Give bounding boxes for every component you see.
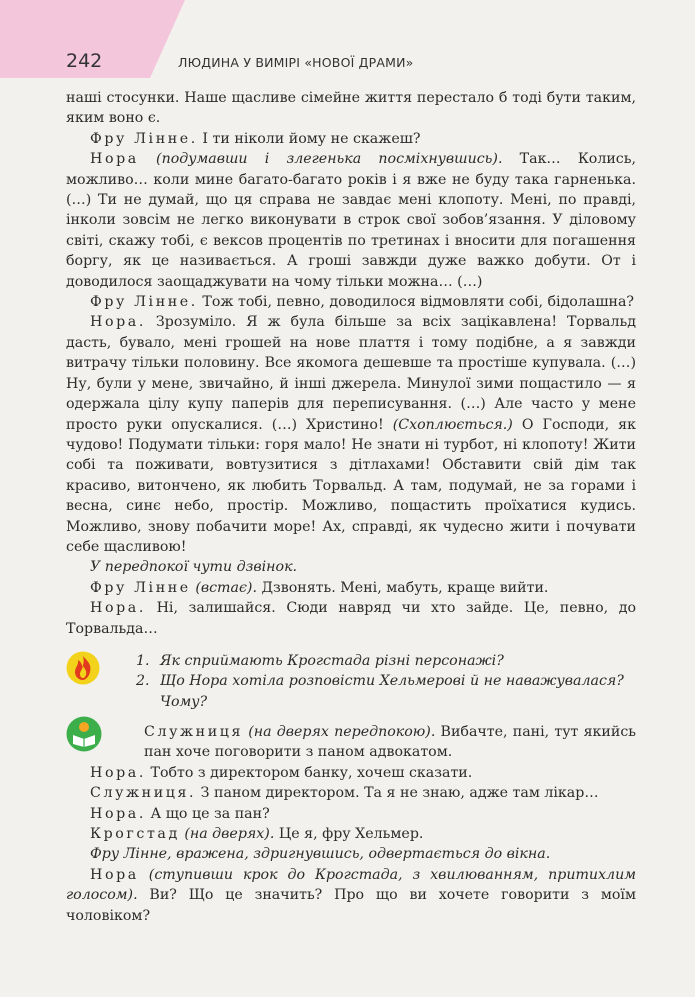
speaker-name: Фру Лінне xyxy=(90,579,191,596)
page-number: 242 xyxy=(66,50,103,72)
paragraph xyxy=(66,149,636,292)
paragraph-text: А що це за пан? xyxy=(145,805,270,822)
speaker-name: Крогстад xyxy=(90,826,180,843)
paragraph xyxy=(66,824,636,844)
stage-direction: (подумавши і злегенька посміхнувшись). xyxy=(138,151,503,168)
speaker-name: Нора. xyxy=(90,600,146,617)
stage-direction: (на дверях). xyxy=(179,826,275,843)
paragraph-text: наші стосунки. Наше щасливе сімейне життя перестало б тоді бути таким, яким воно є. xyxy=(66,90,636,127)
paragraph xyxy=(66,129,636,149)
running-title: ЛЮДИНА У ВИМІРІ «НОВОЇ ДРАМИ» xyxy=(178,55,414,70)
paragraph xyxy=(66,865,636,926)
paragraph xyxy=(66,844,636,864)
paragraph xyxy=(66,557,636,577)
paragraph xyxy=(66,88,636,129)
paragraph-text: Це я, фру Хельмер. xyxy=(274,826,424,843)
paragraph-text: З паном директором. Та я не знаю, адже там лікар… xyxy=(196,785,599,802)
paragraph xyxy=(66,804,636,824)
paragraph-text: Дзвонять. Мені, мабуть, краще вийти. xyxy=(256,579,549,596)
speaker-name: Нора xyxy=(90,151,139,168)
speaker-name: Фру Лінне. xyxy=(90,130,198,147)
questions-block xyxy=(66,651,636,712)
questions-list xyxy=(66,651,636,712)
stage-direction: У передпокої чути дзвінок. xyxy=(90,559,298,576)
paragraph-text: Ні, залишайся. Сюди навряд чи хто зайде. Це, певно, до Торвальда… xyxy=(66,600,636,637)
question-item xyxy=(66,651,636,671)
paragraph xyxy=(66,312,636,557)
speaker-name: Служниця xyxy=(144,724,244,740)
paragraph xyxy=(66,578,636,598)
paragraph xyxy=(66,722,636,763)
speaker-name: Нора xyxy=(90,866,139,883)
stage-direction: (ступивши крок до Крогстада, з хвилюванням, притихлим голосом). xyxy=(66,866,636,904)
paragraph xyxy=(66,598,636,639)
question-text: Як сприймають Крогстада різні персонажі? xyxy=(160,653,504,669)
speaker-name: Служниця. xyxy=(90,785,197,802)
question-item xyxy=(66,671,636,712)
stage-direction: (на дверях передпокою). xyxy=(243,724,436,740)
paragraph xyxy=(66,763,636,783)
paragraph-text: О Господи, як чудово! Подумати тільки: горя мало! Не знати ні турбот, ні клопоту! Жити собі та поживати, вовтузитися з дітлахами! Обставити свій дім так красиво, витончено, як любить Торвальд. А там, подумай, не за горами і весна, синє небо, простір. Можливо, пощастить проїхатися кудись. Можливо, знову побачити море! Ах, справді, як чудесно жити і почувати себе щасливою! xyxy=(66,416,637,555)
main-text-continued xyxy=(66,722,636,926)
speaker-name: Нора. xyxy=(90,764,146,781)
paragraph-text: Так… Колись, можливо… коли мине багато-багато років і я вже не буду така гарненька. (…) Ти не думай, що ця справа не завдає мені клопоту. Мені, по правді, інколи зовсім не легко виконувати в строк свої зобов’язання. У діловому світі, скажу тобі, є вексов процентів по третинах і вносити для погашення боргу, як це називається. А гроші завжди дуже важко добути. От і доводилося заощаджувати на чому тільки можна… (…) xyxy=(66,151,636,290)
paragraph xyxy=(66,292,636,312)
speaker-name: Фру Лінне. xyxy=(90,294,198,311)
question-number: 1. xyxy=(136,653,150,669)
question-number: 2. xyxy=(136,673,150,690)
paragraph xyxy=(66,783,636,803)
stage-direction: (Схоплюється.) xyxy=(383,416,513,433)
question-text: Що Нора хотіла розповісти Хельмерові й не наважувалася? Чому? xyxy=(160,673,624,710)
paragraph-text: Тож тобі, певно, доводилося відмовляти собі, бідолашна? xyxy=(197,294,635,311)
paragraph-text: Тобто з директором банку, хочеш сказати. xyxy=(145,764,473,781)
main-text xyxy=(66,88,636,639)
paragraph-text: І ти ніколи йому не скажеш? xyxy=(197,130,421,147)
stage-direction: Фру Лінне, вражена, здригнувшись, одвертається до вікна. xyxy=(90,846,551,863)
paragraph-text: Зрозуміло. Я ж була більше за всіх зацікавлена! Торвальд дасть, бувало, мені грошей на нове плаття і тому подібне, а я завжди витрачу тільки половину. Все якомога дешевше та простіше купувала. (…) Ну, були у мене, звичайно, й інші джерела. Минулої зими пощастило — я одержала цілу купу паперів для переписування. (…) Але часто у мене просто руки опускалися. (…) Христино! xyxy=(66,314,636,433)
paragraph-text: Ви? Що це значить? Про що ви хочете говорити з моїм чоловіком? xyxy=(66,887,636,924)
speaker-name: Нора. xyxy=(90,805,146,822)
stage-direction: (встає). xyxy=(190,579,257,596)
paragraph-text: Вибачте, пані, тут якийсь пан хоче поговорити з паном адвокатом. xyxy=(144,724,636,761)
speaker-name: Нора. xyxy=(90,314,146,331)
